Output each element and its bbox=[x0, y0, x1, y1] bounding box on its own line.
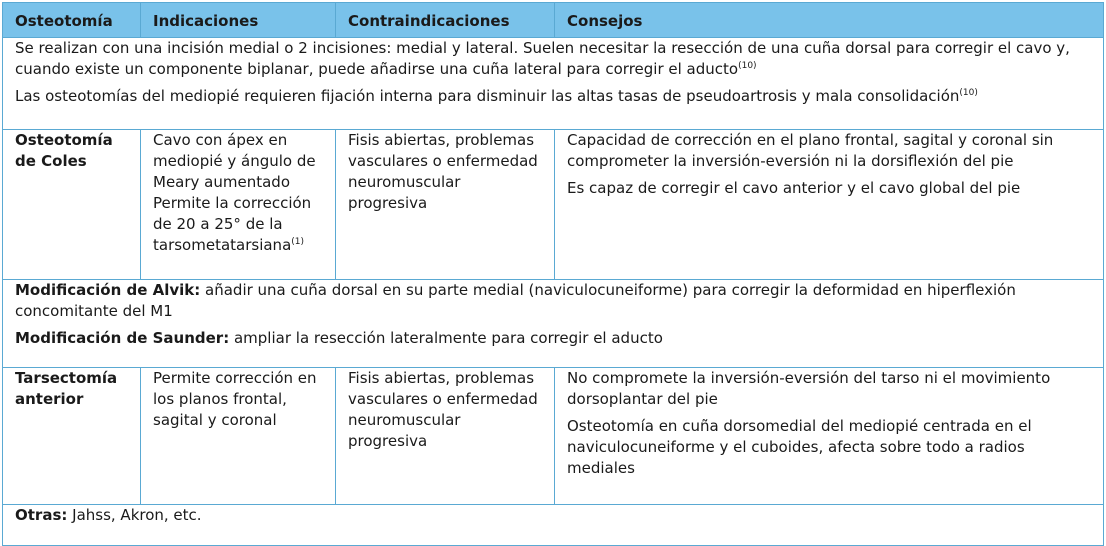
tarsectomia-consejos bbox=[555, 368, 1104, 505]
header-contraindicaciones: Contraindicaciones bbox=[336, 3, 555, 38]
otras-cell bbox=[3, 505, 1104, 546]
coles-indicaciones-2-text: Permite la corrección de 20 a 25° de la tarsometatarsiana bbox=[153, 194, 312, 254]
coles-contraindicaciones: Fisis abiertas, problemas vasculares o enfermedad neuromuscular progresiva bbox=[336, 130, 555, 280]
alvik-paragraph bbox=[15, 280, 1091, 322]
otras-text: Jahss, Akron, etc. bbox=[67, 506, 202, 524]
coles-name: Osteotomía de Coles bbox=[3, 130, 141, 280]
intro-ref-1: (10) bbox=[738, 61, 757, 71]
intro-cell bbox=[3, 38, 1104, 130]
alvik-text: añadir una cuña dorsal en su parte medial (naviculocuneiforme) para corregir la deformidad en hiperflexión concomitante del M1 bbox=[15, 281, 1016, 320]
header-osteotomia: Osteotomía bbox=[3, 3, 141, 38]
header-indicaciones: Indicaciones bbox=[141, 3, 336, 38]
intro-paragraph-2 bbox=[15, 86, 1091, 107]
coles-consejos-1: Capacidad de corrección en el plano frontal, sagital y coronal sin comprometer la inversión-eversión ni la dorsiflexión del pie bbox=[567, 131, 1054, 170]
osteotomy-table bbox=[2, 2, 1104, 546]
intro-row bbox=[3, 38, 1104, 130]
saunder-label: Modificación de Saunder: bbox=[15, 329, 230, 347]
tarsectomia-contraindicaciones: Fisis abiertas, problemas vasculares o enfermedad neuromuscular progresiva bbox=[336, 368, 555, 505]
coles-indicaciones-2 bbox=[153, 193, 323, 256]
tarsectomia-consejos-2: Osteotomía en cuña dorsomedial del mediopié centrada en el naviculocuneiforme y el cuboides, afecta sobre todo a radios mediales bbox=[567, 417, 1032, 477]
intro-text-1: Se realizan con una incisión medial o 2 incisiones: medial y lateral. Suelen necesitar la resección de una cuña dorsal para corregir el cavo y, cuando existe un componente biplanar, puede añadirse una cuña lateral para corregir el aducto bbox=[15, 39, 1070, 78]
intro-ref-2: (10) bbox=[959, 88, 978, 98]
intro-paragraph-1 bbox=[15, 38, 1091, 80]
modificaciones-row bbox=[3, 280, 1104, 368]
tarsectomia-name: Tarsectomía anterior bbox=[3, 368, 141, 505]
tarsectomia-row bbox=[3, 368, 1104, 505]
otras-label: Otras: bbox=[15, 506, 68, 524]
saunder-text: ampliar la resección lateralmente para corregir el aducto bbox=[229, 329, 663, 347]
modificaciones-cell bbox=[3, 280, 1104, 368]
otras-paragraph bbox=[15, 505, 1091, 526]
coles-consejos-2: Es capaz de corregir el cavo anterior y el cavo global del pie bbox=[567, 179, 1021, 197]
intro-text-2: Las osteotomías del mediopié requieren fijación interna para disminuir las altas tasas de pseudoartrosis y mala consolidación bbox=[15, 87, 960, 105]
coles-indicaciones bbox=[141, 130, 336, 280]
tarsectomia-consejos-1: No compromete la inversión-eversión del tarso ni el movimiento dorsoplantar del pie bbox=[567, 369, 1051, 408]
header-consejos: Consejos bbox=[555, 3, 1104, 38]
coles-indicaciones-ref: (1) bbox=[291, 237, 305, 247]
coles-indicaciones-1: Cavo con ápex en mediopié y ángulo de Meary aumentado bbox=[153, 131, 316, 191]
coles-row bbox=[3, 130, 1104, 280]
header-row bbox=[3, 3, 1104, 38]
tarsectomia-indicaciones: Permite corrección en los planos frontal, sagital y coronal bbox=[141, 368, 336, 505]
saunder-paragraph bbox=[15, 328, 1091, 349]
alvik-label: Modificación de Alvik: bbox=[15, 281, 201, 299]
otras-row bbox=[3, 505, 1104, 546]
coles-consejos bbox=[555, 130, 1104, 280]
